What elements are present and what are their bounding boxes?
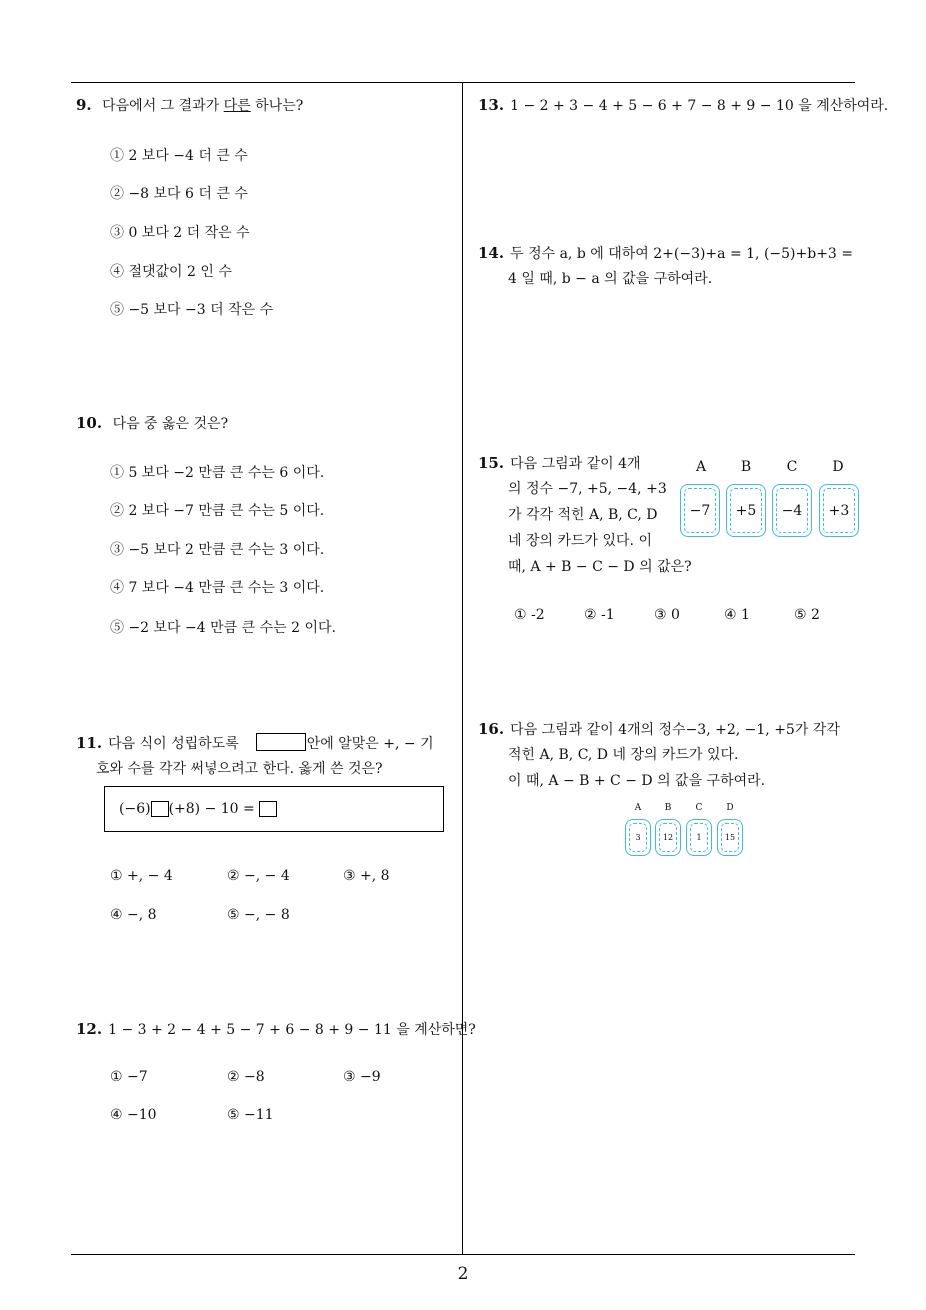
- card-value: 15: [721, 823, 739, 852]
- card-value: 1: [690, 823, 708, 852]
- question-text: 1 − 3 + 2 − 4 + 5 − 7 + 6 − 8 + 9 − 11 을 계산하면?: [108, 1022, 476, 1038]
- q9-option-1[interactable]: ① 2 보다 −4 더 큰 수: [110, 148, 248, 164]
- q12-option-4[interactable]: ④ −10: [110, 1107, 157, 1123]
- question-number: 10.: [76, 414, 103, 432]
- blank-square: [151, 801, 169, 817]
- equation-part-a: (−6): [119, 801, 151, 817]
- bottom-rule: [71, 1254, 855, 1255]
- blank-square: [259, 801, 277, 817]
- question-text: 1 − 2 + 3 − 4 + 5 − 6 + 7 − 8 + 9 − 10 을 계산하여라.: [510, 98, 889, 114]
- q10-option-1[interactable]: ① 5 보다 −2 만큼 큰 수는 6 이다.: [110, 465, 325, 481]
- question-12: [76, 1016, 476, 1043]
- question-number: 16.: [478, 720, 505, 738]
- q15-option-3[interactable]: ③ 0: [654, 607, 680, 623]
- question-9: [76, 92, 303, 119]
- underlined-word: 다른: [223, 98, 251, 114]
- q9-option-5[interactable]: ⑤ −5 보다 −3 더 작은 수: [110, 302, 274, 318]
- question-15-line2: 의 정수 −7, +5, −4, +3: [508, 481, 667, 497]
- card-label-a: A: [695, 459, 707, 475]
- question-15-line4: 네 장의 카드가 있다. 이: [508, 533, 652, 549]
- card-c: [772, 484, 812, 537]
- question-text-line1-end: 안에 알맞은 +, − 기: [306, 736, 434, 752]
- q10-option-5[interactable]: ⑤ −2 보다 −4 만큼 큰 수는 2 이다.: [110, 620, 336, 636]
- question-10: [76, 410, 228, 437]
- question-number: 13.: [478, 96, 505, 114]
- card-label-b: B: [740, 459, 752, 475]
- small-card-c: [686, 819, 712, 856]
- q11-option-4[interactable]: ④ −, 8: [110, 907, 157, 923]
- card-d: [819, 484, 859, 537]
- question-16-line2: 적힌 A, B, C, D 네 장의 카드가 있다.: [508, 747, 739, 763]
- small-card-label-c: C: [695, 803, 703, 813]
- equation-box: [104, 786, 444, 832]
- card-value: 12: [659, 823, 677, 852]
- question-text-line1: 다음 그림과 같이 4개의 정수−3, +2, −1, +5가 각각: [510, 722, 840, 738]
- q15-option-4[interactable]: ④ 1: [724, 607, 750, 623]
- question-number: 9.: [76, 96, 92, 114]
- card-label-d: D: [832, 459, 844, 475]
- small-card-a: [625, 819, 651, 856]
- page-number: 2: [457, 1264, 469, 1284]
- q11-option-1[interactable]: ① +, − 4: [110, 868, 173, 884]
- small-card-label-b: B: [664, 803, 672, 813]
- q10-option-2[interactable]: ② 2 보다 −7 만큼 큰 수는 5 이다.: [110, 503, 325, 519]
- column-divider: [462, 82, 463, 1254]
- question-number: 11.: [76, 734, 103, 752]
- q12-option-3[interactable]: ③ −9: [343, 1069, 381, 1085]
- q10-option-4[interactable]: ④ 7 보다 −4 만큼 큰 수는 3 이다.: [110, 580, 325, 596]
- q11-option-3[interactable]: ③ +, 8: [343, 868, 390, 884]
- question-14: [478, 240, 853, 267]
- small-card-label-a: A: [634, 803, 642, 813]
- q12-option-2[interactable]: ② −8: [227, 1069, 265, 1085]
- question-16: [478, 716, 840, 743]
- question-text-line1-start: 다음 식이 성립하도록: [108, 736, 239, 752]
- q15-option-2[interactable]: ② -1: [584, 607, 615, 623]
- card-value: −7: [684, 488, 716, 533]
- q9-option-2[interactable]: ② −8 보다 6 더 큰 수: [110, 186, 248, 202]
- card-value: +3: [823, 488, 855, 533]
- q9-option-3[interactable]: ③ 0 보다 2 더 작은 수: [110, 225, 250, 241]
- question-number: 14.: [478, 244, 505, 262]
- q12-option-1[interactable]: ① −7: [110, 1069, 148, 1085]
- question-text-end: 하나는?: [250, 98, 304, 114]
- q15-option-1[interactable]: ① -2: [514, 607, 545, 623]
- question-text: 다음에서 그 결과가: [102, 98, 224, 114]
- top-rule: [71, 82, 855, 83]
- question-15-line5: 때, A + B − C − D 의 값은?: [508, 559, 692, 575]
- question-text: 다음 중 옳은 것은?: [112, 416, 229, 432]
- card-value: −4: [776, 488, 808, 533]
- question-15: [478, 450, 641, 477]
- q9-option-4[interactable]: ④ 절댓값이 2 인 수: [110, 264, 232, 280]
- q10-option-3[interactable]: ③ −5 보다 2 만큼 큰 수는 3 이다.: [110, 542, 325, 558]
- equation-part-b: (+8) − 10 =: [168, 801, 255, 817]
- q15-option-5[interactable]: ⑤ 2: [794, 607, 820, 623]
- question-11-line2: 호와 수를 각각 써넣으려고 한다. 옳게 쓴 것은?: [96, 761, 383, 777]
- question-number: 15.: [478, 454, 505, 472]
- question-number: 12.: [76, 1020, 103, 1038]
- small-card-b: [655, 819, 681, 856]
- card-b: [726, 484, 766, 537]
- card-a: [680, 484, 720, 537]
- small-card-d: [717, 819, 743, 856]
- question-11: [76, 730, 434, 757]
- q11-option-5[interactable]: ⑤ −, − 8: [227, 907, 290, 923]
- q12-option-5[interactable]: ⑤ −11: [227, 1107, 274, 1123]
- question-13: [478, 92, 888, 119]
- question-14-line2: 4 일 때, b − a 의 값을 구하여라.: [508, 271, 713, 287]
- q11-option-2[interactable]: ② −, − 4: [227, 868, 290, 884]
- card-label-c: C: [786, 459, 798, 475]
- question-16-line3: 이 때, A − B + C − D 의 값을 구하여라.: [508, 773, 766, 789]
- equation: [119, 801, 277, 817]
- question-text-line1: 다음 그림과 같이 4개: [510, 456, 641, 472]
- question-15-line3: 가 각각 적힌 A, B, C, D: [508, 507, 658, 523]
- small-card-label-d: D: [726, 803, 734, 813]
- question-text-line1: 두 정수 a, b 에 대하여 2+(−3)+a = 1, (−5)+b+3 =: [510, 246, 854, 262]
- card-value: 3: [629, 823, 647, 852]
- card-value: +5: [730, 488, 762, 533]
- blank-box: [256, 733, 306, 751]
